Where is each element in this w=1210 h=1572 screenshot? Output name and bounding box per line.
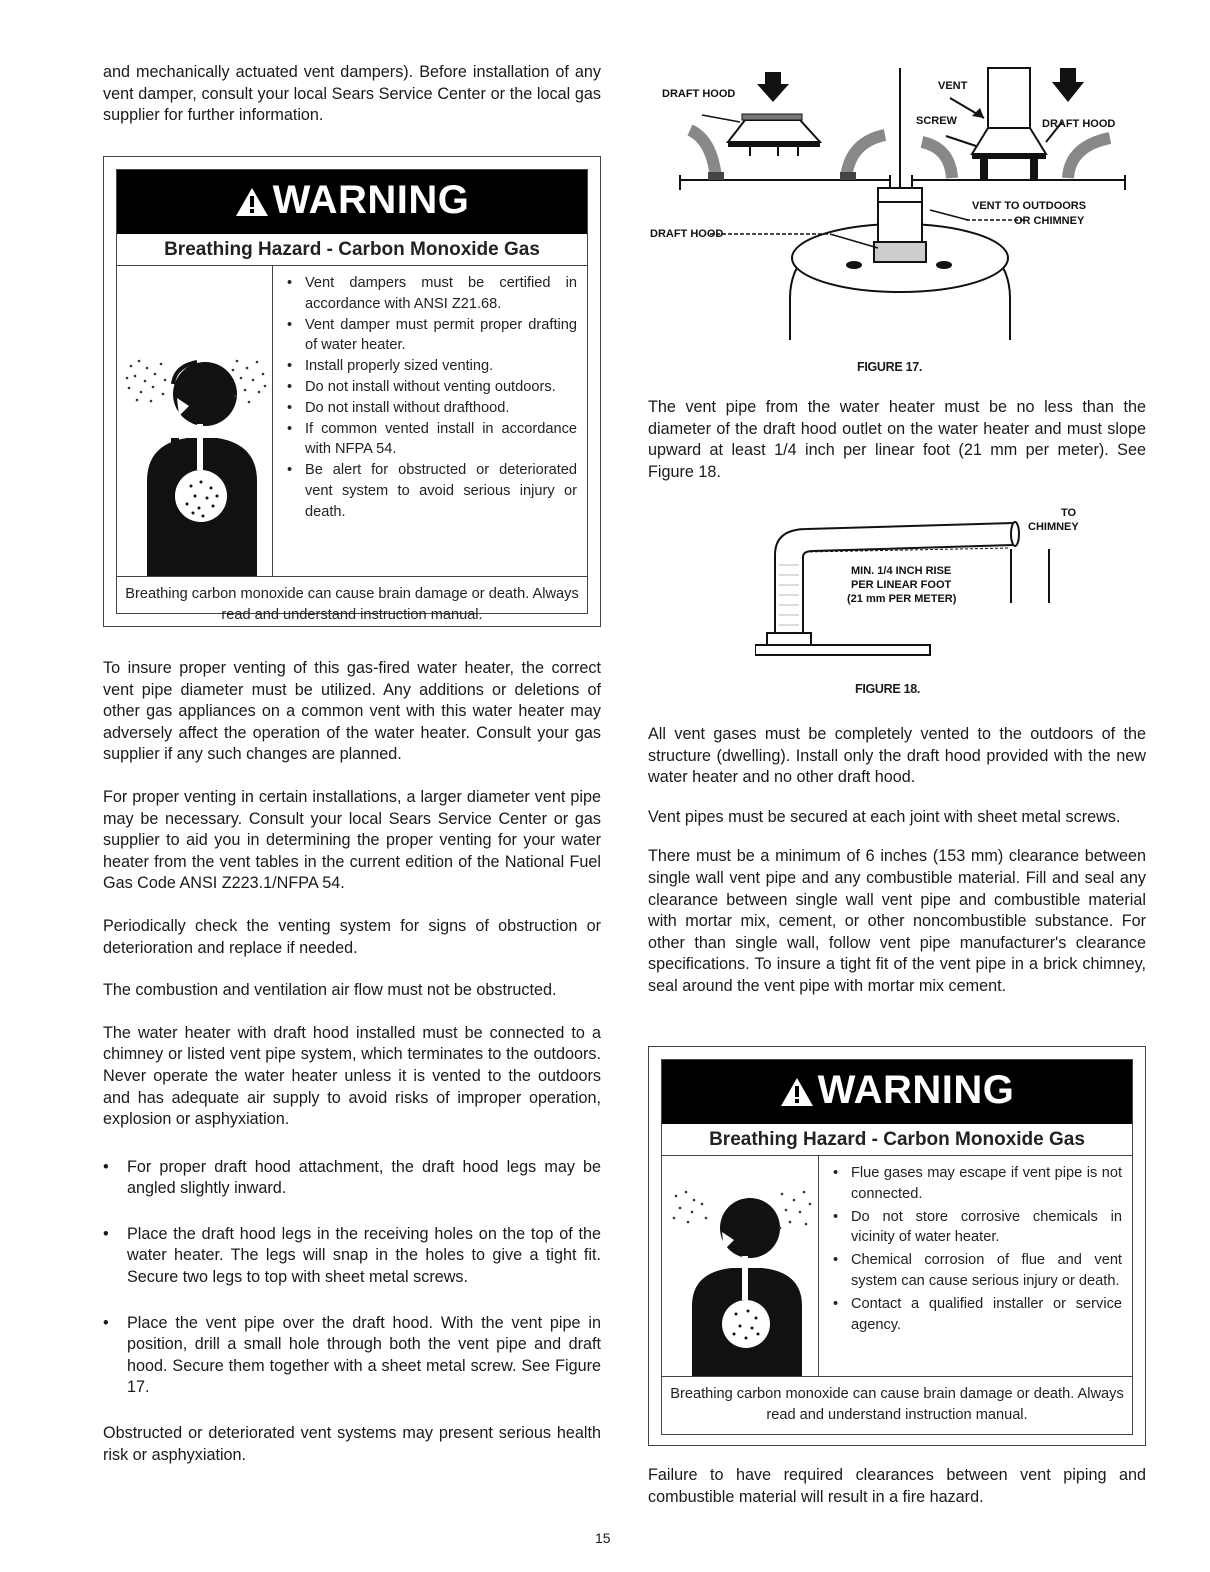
- label-draft-hood-right: DRAFT HOOD: [1042, 118, 1116, 130]
- co-hazard-figure: [117, 266, 273, 576]
- warning-list: [273, 266, 587, 576]
- warning-list: [819, 1156, 1132, 1376]
- label-chimney: CHIMNEY: [1028, 521, 1079, 533]
- label-rise-3: (21 mm PER METER): [847, 593, 957, 605]
- warning-item: • If common vented install in accordance with NFPA 54.: [287, 420, 577, 458]
- warning-subtitle: Breathing Hazard - Carbon Monoxide Gas: [117, 234, 587, 266]
- label-vent-to-outdoors: VENT TO OUTDOORS: [972, 200, 1087, 212]
- label-to: TO: [1061, 507, 1077, 519]
- label-vent: VENT: [938, 80, 968, 92]
- warning-item: • Do not store corrosive chemicals in vicinity of water heater.: [833, 1208, 1122, 1246]
- warning-item: • Chemical corrosion of flue and vent system can cause serious injury or death.: [833, 1252, 1122, 1289]
- label-draft-hood: DRAFT HOOD: [662, 88, 736, 100]
- list-item: • Place the draft hood legs in the receiving holes on the top of the water heater. The legs will snap in the holes to give a tight fit. Secure two legs to top with sheet metal screws.: [103, 1224, 601, 1287]
- paragraph: There must be a minimum of 6 inches (153 mm) clearance between single wall vent pipe and any combustible material. Fill and seal any clearance between single wall vent pipe and combustible material with mortar mix, cement, or other noncombustible substance. For other than single wall, follow vent pipe manufacturer's clearance specifications. To insure a tight fit of the vent pipe in a brick chimney, seal around the vent pipe with mortar mix cement.: [648, 847, 1146, 995]
- figure-17-caption: FIGURE 17.: [857, 360, 923, 374]
- warning-triangle-icon: [780, 1064, 814, 1124]
- page-number: 15: [595, 1530, 611, 1546]
- figure-17: [650, 60, 1150, 350]
- figure-18: [755, 495, 1095, 665]
- closing-paragraph: Failure to have required clearances between vent piping and combustible material will result in a fire hazard.: [648, 1466, 1146, 1506]
- co-hazard-figure: [662, 1156, 819, 1376]
- intro-paragraph: and mechanically actuated vent dampers). Before installation of any vent damper, consult your local Sears Service Center or the local gas supplier for further information.: [103, 63, 601, 125]
- paragraph: The vent pipe from the water heater must be no less than the diameter of the draft hood outlet on the water heater and must slope upward at least 1/4 inch per linear foot (21 mm per meter). See Figure 18.: [648, 398, 1146, 481]
- paragraph: To insure proper venting of this gas-fired water heater, the correct vent pipe diameter must be utilized. Any additions or deletions of other gas appliances on a common vent with this water heater may adversely affect the operation of the water heater. Consult your gas supplier if any such changes are planned.: [103, 659, 601, 764]
- warning-header: [117, 170, 587, 234]
- label-draft-hood-bottom: DRAFT HOOD: [650, 228, 724, 240]
- paragraph: Vent pipes must be secured at each joint with sheet metal screws.: [648, 807, 1121, 826]
- list-item: • Place the vent pipe over the draft hood. With the vent pipe in position, drill a small hole through both the vent pipe and draft hood. Secure them together with a sheet metal screw. See Figure 17.: [103, 1313, 601, 1397]
- paragraph: The combustion and ventilation air flow must not be obstructed.: [103, 981, 557, 1000]
- warning-item: • Do not install without drafthood.: [287, 399, 510, 416]
- right-closing: [648, 1465, 1146, 1508]
- warning-header: [662, 1060, 1132, 1124]
- label-or-chimney: OR CHIMNEY: [1014, 215, 1085, 227]
- warning-item: • Vent damper must permit proper drafting of water heater.: [287, 316, 577, 354]
- paragraph: Periodically check the venting system for signs of obstruction or deterioration and replace if needed.: [103, 916, 601, 957]
- warning-triangle-icon: [235, 174, 269, 234]
- right-body: [648, 724, 1146, 998]
- warning-item: • Be alert for obstructed or deteriorated vent system to avoid serious injury or death.: [287, 462, 577, 520]
- paragraph: For proper venting in certain installations, a larger diameter vent pipe may be necessary. Consult your local Sears Service Center or gas supplier to aid you in determining the proper venting for your water heater from the vent tables in the current edition of the National Fuel Gas Code ANSI Z223.1/NFPA 54.: [103, 787, 601, 893]
- warning-footer: Breathing carbon monoxide can cause brain damage or death. Always read and understand instruction manual.: [125, 586, 579, 623]
- label-rise-2: PER LINEAR FOOT: [851, 579, 952, 591]
- warning-box-venting: [103, 156, 601, 627]
- left-body: [103, 658, 601, 1466]
- paragraph: The water heater with draft hood installed must be connected to a chimney or listed vent pipe system, which terminates to the outdoors. Never operate the water heater unless it is vented to the outdoors and has adequate air supply to avoid risks of improper operation, explosion or asphyxiation.: [103, 1023, 601, 1129]
- label-rise-1: MIN. 1/4 INCH RISE: [851, 565, 952, 577]
- warning-item: • Do not install without venting outdoors.: [287, 378, 556, 395]
- warning-footer: Breathing carbon monoxide can cause brain damage or death. Always read and understand instruction manual.: [670, 1386, 1124, 1423]
- right-para-1: [648, 397, 1146, 483]
- warning-header-text: WARNING: [817, 1068, 1015, 1112]
- warning-item: • Flue gases may escape if vent pipe is not connected.: [833, 1165, 1122, 1202]
- figure-18-caption: FIGURE 18.: [855, 682, 921, 696]
- closing-paragraph: Obstructed or deteriorated vent systems may present serious health risk or asphyxiation.: [103, 1424, 601, 1464]
- paragraph: All vent gases must be completely vented to the outdoors of the structure (dwelling). Install only the draft hood provided with the new water heater and no other draft hood.: [648, 725, 1146, 787]
- warning-item: • Vent dampers must be certified in accordance with ANSI Z21.68.: [287, 275, 577, 312]
- warning-box-corrosion: [648, 1046, 1146, 1446]
- list-item: • For proper draft hood attachment, the draft hood legs may be angled slightly inward.: [103, 1157, 601, 1198]
- warning-subtitle: Breathing Hazard - Carbon Monoxide Gas: [662, 1124, 1132, 1156]
- warning-item: • Install properly sized venting.: [287, 358, 494, 375]
- warning-item: • Contact a qualified installer or service agency.: [833, 1295, 1122, 1333]
- label-screw: SCREW: [916, 115, 957, 127]
- warning-header-text: WARNING: [272, 178, 470, 222]
- left-column: [103, 62, 601, 127]
